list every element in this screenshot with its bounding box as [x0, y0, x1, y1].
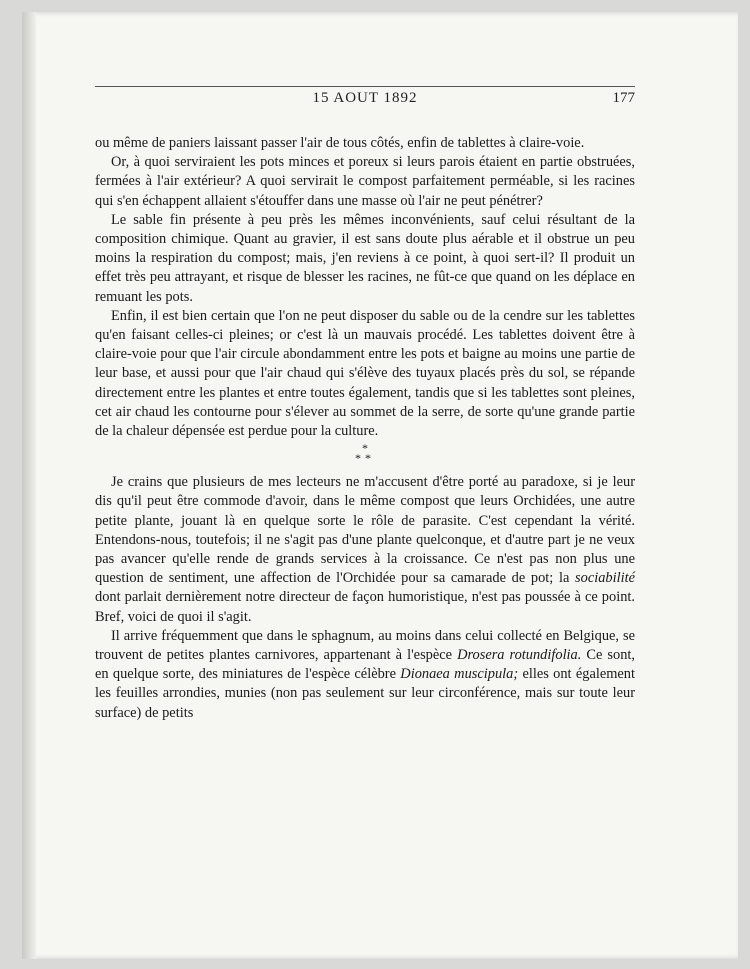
paragraph-6-italic-drosera: Drosera rotundifolia. [457, 647, 582, 664]
paragraph-6-part-b: Ce sont, en quelque sorte, des miniatures de l'espèce célèbre [95, 647, 635, 683]
section-asterism [95, 443, 635, 467]
paragraph-4: Enfin, il est bien certain que l'on ne peut disposer du sable ou de la cendre sur les tablettes qu'en faisant celles-ci pleines; or c'est là un mauvais procédé. Les tablettes doivent être à claire-voie pour que l'air circule abondamment entre les pots et baigne au moins une partie de leur base, et aussi pour que l'air chaud qui s'élève des tuyaux placés près du sol, se répande directement entre les plantes et entre toutes également, tandis que si les tablettes sont pleines, cet air chaud les contourne pour s'élever au sommet de la serre, de sorte qu'une grande partie de la chaleur dépensée est perdue pour la culture. [95, 307, 635, 440]
paragraph-5 [95, 473, 635, 627]
page-gutter-shadow [22, 12, 36, 959]
body-text [95, 134, 635, 723]
paragraph-5-italic: sociabilité [575, 570, 635, 587]
paragraph-6-italic-dionaea: Dionaea muscipula; [400, 666, 519, 683]
running-header [95, 90, 635, 112]
header-rule [95, 86, 635, 87]
paragraph-6-part-a: Il arrive fréquemment que dans le sphagnum, au moins dans celui collecté en Belgique, se trouvent de petites plantes carnivores, appartenant à l'espèce [95, 627, 635, 664]
paragraph-5-part-b: dont parlait dernièrement notre directeur de façon humoristique, n'est pas poussée à ce point. Bref, voici de quoi il s'agit. [95, 589, 635, 625]
paragraph-5-part-a: Je crains que plusieurs de mes lecteurs ne m'accusent d'être porté au paradoxe, si je leur dis qu'il peut être commode d'avoir, dans le même compost que leurs Orchidées, une autre petite plante, jouant là en quelque sorte le rôle de parasite. C'est cependant la vérité. Entendons-nous, toutefois; il ne s'agit pas d'une plante quelconque, et d'autre part je ne veux pas avancer qu'elle rende de grands services à la croissance. Ce n'est pas non plus une question de sentiment, une affection de l'Orchidée pour sa camarade de pot; la [95, 474, 635, 587]
page-number: 177 [612, 90, 635, 106]
paragraph-3: Le sable fin présente à peu près les mêmes inconvénients, sauf celui résultant de la composition chimique. Quant au gravier, il est sans doute plus aérable et il obstrue un peu moins la respiration du compost; mais, j'en reviens à ce point, à quoi sert-il? Il produit un effet très peu attrayant, et risque de blesser les racines, ne fût-ce que quand on les déplace en remuant les pots. [95, 211, 635, 305]
asterism-top: * [362, 441, 368, 456]
asterism-bottom: ** [355, 451, 375, 466]
paragraph-1: ou même de paniers laissant passer l'air de tous côtés, enfin de tablettes à claire-voie. [95, 135, 585, 151]
header-date: 15 AOUT 1892 [312, 90, 418, 106]
paragraph-6-part-c: elles ont également les feuilles arrondies, munies (non pas seulement sur leur circonférence, mais sur toute leur surface) de petits [95, 666, 636, 721]
paragraph-6 [95, 627, 635, 723]
paragraph-2: Or, à quoi serviraient les pots minces et poreux si leurs parois étaient en partie obstruées, fermées à l'air extérieur? A quoi servirait le compost parfaitement perméable, si les racines qui s'en échappent allaient s'étouffer dans une masse où l'air ne peut pénétrer? [95, 154, 635, 209]
